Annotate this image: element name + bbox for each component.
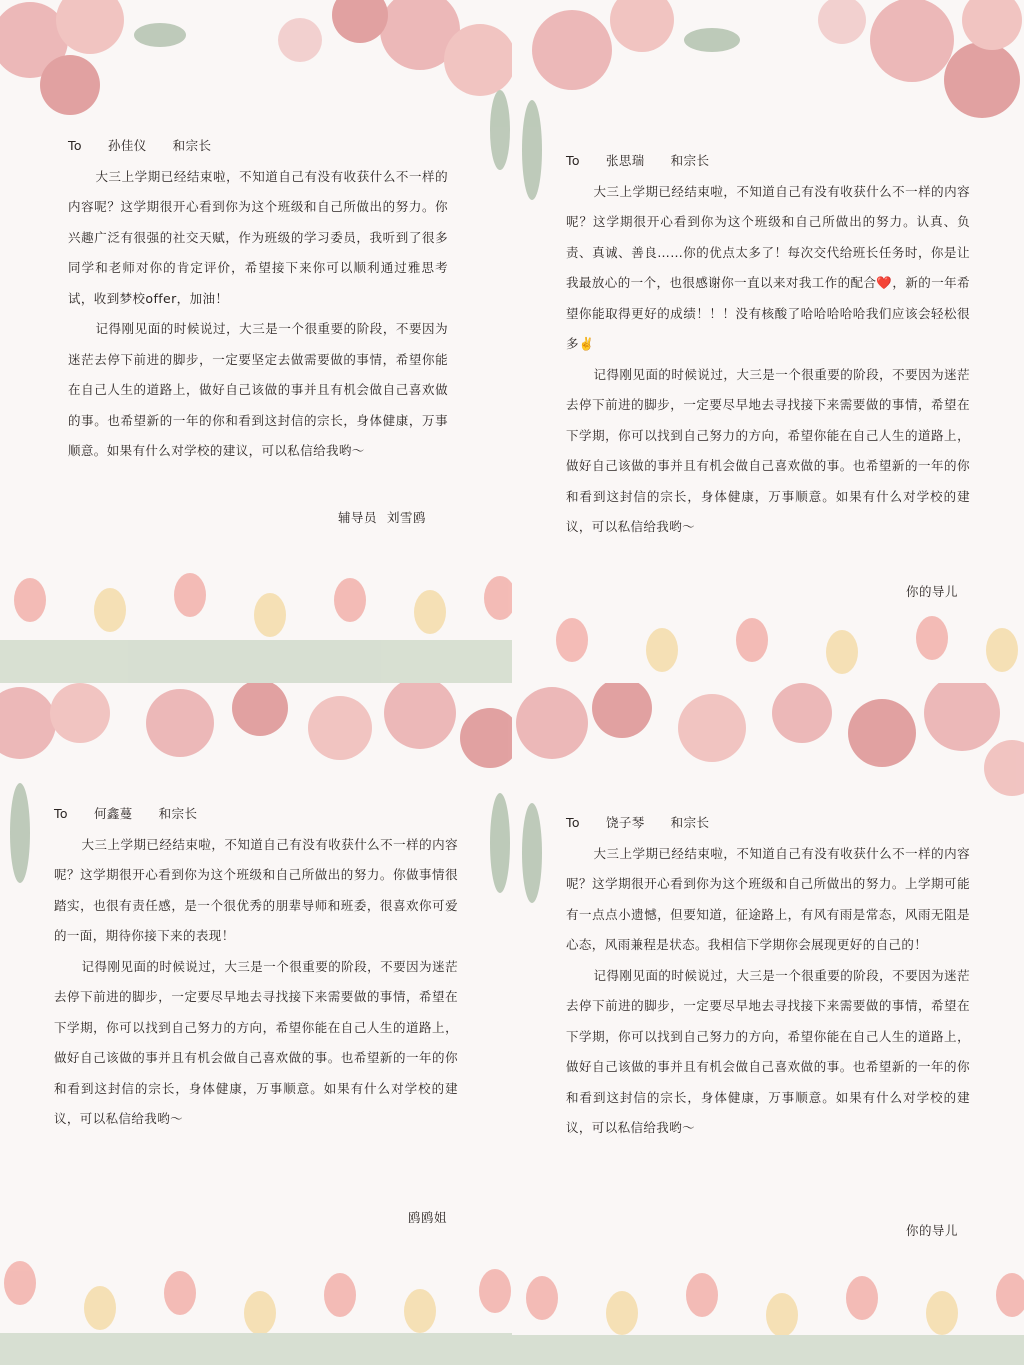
recipient-role: 和宗长: [670, 153, 710, 168]
recipient-name: 饶子琴: [605, 815, 645, 830]
recipient-name: 何鑫蔓: [93, 806, 133, 821]
to-label: To: [68, 138, 82, 153]
letter-paragraph: 记得刚见面的时候说过，大三是一个很重要的阶段，不要因为迷茫去停下前进的脚步，一定要尽早地去寻找接下来需要做的事情，希望在下学期，你可以找到自己努力的方向，希望你能在自己人生的道路上，做好自己该做的事并且有机会做自己喜欢做的事。也希望新的一年的你和看到这封信的宗长，身体健康，万事顺意。如果有什么对学校的建议，可以私信给我哟～: [566, 967, 970, 1135]
letter-paragraph: 大三上学期已经结束啦，不知道自己有没有收获什么不一样的内容呢？这学期很开心看到你为这个班级和自己所做出的努力。认真、负责、真诚、善良……你的优点太多了！每次交代给班长任务时，你是让我最放心的一个，也很感谢你一直以来对我工作的配合❤️，新的一年希望你能取得更好的成绩！！！没有核酸了哈哈哈哈哈我们应该会轻松很多✌️: [566, 183, 970, 351]
letter-paragraph: 记得刚见面的时候说过，大三是一个很重要的阶段，不要因为迷茫去停下前进的脚步，一定要尽早地去寻找接下来需要做的事情，希望在下学期，你可以找到自己努力的方向，希望你能在自己人生的道路上，做好自己该做的事并且有机会做自己喜欢做的事。也希望新的一年的你和看到这封信的宗长，身体健康，万事顺意。如果有什么对学校的建议，可以私信给我哟～: [566, 366, 970, 534]
letter-card-3: [0, 683, 512, 1365]
letter-card-1: [0, 0, 512, 683]
letter-paragraph: 大三上学期已经结束啦，不知道自己有没有收获什么不一样的内容呢？这学期很开心看到你为这个班级和自己所做出的努力。你兴趣广泛有很强的社交天赋，作为班级的学习委员，我听到了很多同学和老师对你的肯定评价，希望接下来你可以顺利通过雅思考试，收到梦校offer，加油！: [68, 168, 448, 306]
recipient-role: 和宗长: [158, 806, 198, 821]
recipient-role: 和宗长: [670, 815, 710, 830]
recipient-line: [68, 131, 448, 162]
signature: [338, 508, 426, 526]
recipient-name: 张思瑞: [605, 153, 645, 168]
letter-card-4: [512, 683, 1024, 1365]
letter-card-2: [512, 0, 1024, 683]
to-label: To: [566, 153, 580, 168]
recipient-line: [566, 808, 970, 839]
letter-paragraph: 记得刚见面的时候说过，大三是一个很重要的阶段，不要因为迷茫去停下前进的脚步，一定要尽早地去寻找接下来需要做的事情，希望在下学期，你可以找到自己努力的方向，希望你能在自己人生的道路上，做好自己该做的事并且有机会做自己喜欢做的事。也希望新的一年的你和看到这封信的宗长，身体健康，万事顺意。如果有什么对学校的建议，可以私信给我哟～: [54, 958, 458, 1126]
letter-paragraph: 大三上学期已经结束啦，不知道自己有没有收获什么不一样的内容呢？这学期很开心看到你为这个班级和自己所做出的努力。上学期可能有一点点小遗憾，但要知道，征途路上，有风有雨是常态，风雨无阻是心态，风雨兼程是状态。我相信下学期你会展现更好的自己的！: [566, 845, 970, 952]
signature: 鸥鸥姐: [408, 1210, 448, 1225]
recipient-role: 和宗长: [172, 138, 212, 153]
recipient-line: [54, 799, 458, 830]
recipient-line: [566, 146, 970, 177]
to-label: To: [54, 806, 68, 821]
signature: 你的导儿: [906, 584, 959, 599]
letter-paragraph: 大三上学期已经结束啦，不知道自己有没有收获什么不一样的内容呢？这学期很开心看到你为这个班级和自己所做出的努力。你做事情很踏实，也很有责任感，是一个很优秀的朋辈导师和班委，很喜欢你可爱的一面，期待你接下来的表现！: [54, 836, 458, 943]
to-label: To: [566, 815, 580, 830]
signature-title: 辅导员: [338, 510, 378, 525]
signature-name: 刘雪鸥: [387, 510, 427, 525]
recipient-name: 孙佳仪: [107, 138, 147, 153]
signature: 你的导儿: [906, 1223, 959, 1238]
letter-paragraph: 记得刚见面的时候说过，大三是一个很重要的阶段，不要因为迷茫去停下前进的脚步，一定要坚定去做需要做的事情，希望你能在自己人生的道路上，做好自己该做的事并且有机会做自己喜欢做的事。也希望新的一年的你和看到这封信的宗长，身体健康，万事顺意。如果有什么对学校的建议，可以私信给我哟～: [68, 321, 448, 458]
